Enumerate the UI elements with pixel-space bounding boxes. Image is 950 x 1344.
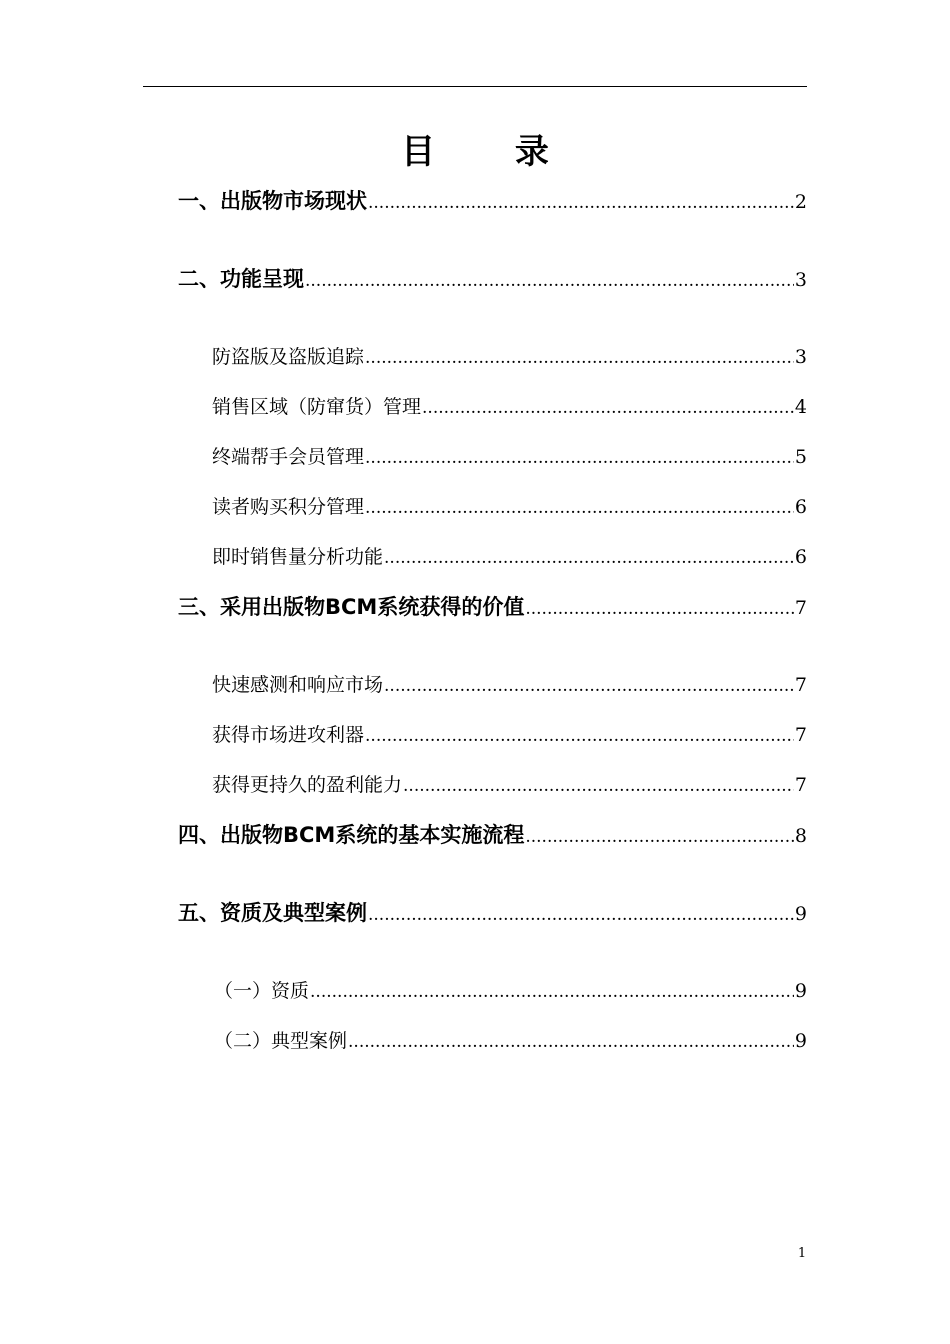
toc-entry-text: （二）典型案例 — [214, 1030, 348, 1052]
toc-entry-text: 获得更持久的盈利能力 — [212, 774, 403, 796]
toc-dot-leader — [348, 1028, 794, 1056]
toc-entry-text: （一）资质 — [214, 980, 310, 1002]
toc-entry-text: 快速感测和响应市场 — [212, 674, 384, 696]
toc-entry-text: 防盗版及盗版追踪 — [212, 346, 365, 368]
toc-entry-section-1[interactable] — [178, 187, 807, 215]
toc-entry-page: 9 — [794, 980, 807, 1002]
toc-dot-leader — [365, 444, 794, 472]
toc-entry-page: 7 — [794, 597, 807, 619]
toc-entry-reader-points[interactable] — [212, 493, 807, 521]
toc-entry-page: 5 — [794, 446, 807, 468]
toc-dot-leader — [403, 772, 794, 800]
toc-title: 目 录 — [401, 132, 583, 172]
toc-entry-market-weapon[interactable] — [212, 721, 807, 749]
toc-dot-leader — [305, 267, 794, 295]
footer-page-number: 1 — [797, 1246, 807, 1261]
toc-entry-market-response[interactable] — [212, 671, 807, 699]
toc-dot-leader — [365, 344, 794, 372]
toc-dot-leader — [368, 189, 794, 217]
toc-entry-page: 2 — [794, 191, 807, 213]
toc-entry-page: 7 — [794, 774, 807, 796]
toc-dot-leader — [368, 901, 794, 929]
toc-entry-section-5[interactable] — [178, 899, 807, 927]
toc-entry-page: 4 — [794, 396, 807, 418]
toc-entry-text: 一、出版物市场现状 — [178, 189, 367, 213]
toc-entry-sales-region[interactable] — [212, 393, 807, 421]
toc-dot-leader — [525, 823, 794, 851]
toc-entry-text: 二、功能呈现 — [178, 267, 304, 291]
toc-dot-leader — [365, 494, 794, 522]
toc-entry-anti-piracy[interactable] — [212, 343, 807, 371]
toc-entry-text: 销售区域（防窜货）管理 — [212, 396, 422, 418]
toc-entry-page: 9 — [794, 1030, 807, 1052]
toc-dot-leader — [384, 672, 794, 700]
toc-entry-qualifications[interactable] — [214, 977, 807, 1005]
toc-entry-section-4[interactable] — [178, 821, 807, 849]
toc-entry-text: 五、资质及典型案例 — [178, 901, 367, 925]
toc-dot-leader — [525, 595, 794, 623]
toc-entry-section-2[interactable] — [178, 265, 807, 293]
toc-dot-leader — [310, 978, 794, 1006]
toc-entry-sales-analysis[interactable] — [212, 543, 807, 571]
toc-entry-page: 7 — [794, 674, 807, 696]
toc-entry-text: 获得市场进攻利器 — [212, 724, 365, 746]
toc-entry-page: 6 — [794, 496, 807, 518]
toc-entry-page: 3 — [794, 269, 807, 291]
toc-entry-section-3[interactable] — [178, 593, 807, 621]
toc-dot-leader — [384, 544, 794, 572]
toc-entry-page: 6 — [794, 546, 807, 568]
toc-entry-text: 终端帮手会员管理 — [212, 446, 365, 468]
toc-entry-text: 三、采用出版物BCM系统获得的价值 — [178, 595, 525, 619]
toc-dot-leader — [365, 722, 794, 750]
toc-entry-typical-cases[interactable] — [214, 1027, 807, 1055]
toc-entry-page: 7 — [794, 724, 807, 746]
toc-entry-text: 四、出版物BCM系统的基本实施流程 — [178, 823, 525, 847]
toc-entry-text: 即时销售量分析功能 — [212, 546, 384, 568]
toc-entry-profitability[interactable] — [212, 771, 807, 799]
toc-entry-page: 3 — [794, 346, 807, 368]
toc-dot-leader — [422, 394, 794, 422]
toc-entry-text: 读者购买积分管理 — [212, 496, 365, 518]
toc-entry-page: 9 — [794, 903, 807, 925]
toc-entry-member-management[interactable] — [212, 443, 807, 471]
toc-entry-page: 8 — [794, 825, 807, 847]
